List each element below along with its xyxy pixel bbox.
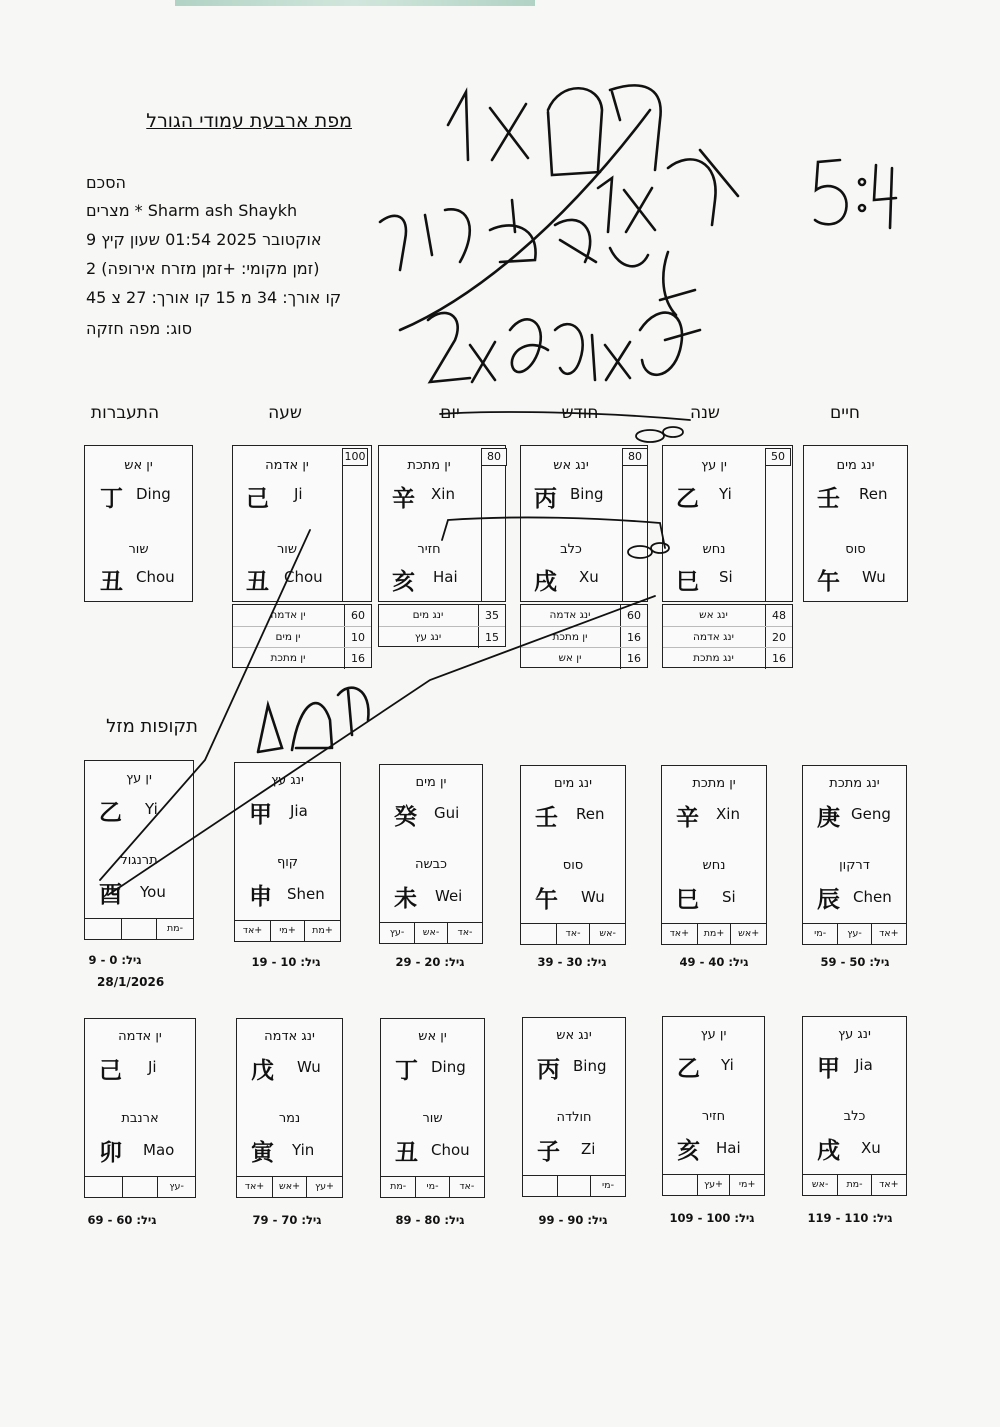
handwriting-stroke	[555, 220, 596, 262]
stem-pinyin: Bing	[573, 1057, 607, 1075]
stem-pinyin: Ji	[148, 1058, 157, 1076]
age-range: גיל: 0 - 9	[88, 953, 142, 967]
handwriting-stroke	[610, 248, 648, 266]
branch-pinyin: Si	[722, 888, 736, 906]
hidden-stem-row: ינג עץ 15	[379, 626, 505, 648]
col-header-year: שנה	[690, 403, 720, 423]
col-header-month: חודש	[561, 403, 599, 423]
branch-char: 亥	[392, 568, 415, 595]
age-range: גיל: 60 - 69	[87, 1213, 157, 1227]
handwriting-stroke	[874, 165, 896, 228]
stem-pinyin: Wu	[297, 1058, 321, 1076]
handwriting-stroke	[425, 209, 470, 262]
stem-label: ין מתכת	[407, 458, 451, 473]
branch-char: 巳	[676, 568, 699, 595]
branch-pinyin: Zi	[581, 1140, 596, 1158]
branch-label: שור	[422, 1111, 443, 1126]
handwriting-stroke	[624, 188, 655, 232]
handwriting-stroke	[610, 85, 661, 170]
branch-pinyin: Shen	[287, 885, 325, 903]
age-range: גיל: 100 - 109	[669, 1211, 755, 1225]
hidden-stems-month	[520, 604, 648, 668]
handwriting-stroke	[258, 705, 282, 752]
hidden-stem-row: ינג מים 35	[379, 605, 505, 626]
branch-pinyin: Hai	[716, 1139, 741, 1157]
stem-pinyin: Xin	[716, 805, 740, 823]
strength-score: 100	[342, 448, 368, 466]
stem-char: 己	[99, 1057, 122, 1084]
stem-label: ין אש	[124, 458, 153, 473]
branch-pinyin: Mao	[143, 1141, 175, 1159]
col-header-hour: שעה	[268, 403, 302, 423]
stem-char: 己	[246, 485, 269, 512]
stem-char: 癸	[394, 803, 417, 830]
handwriting-stroke	[428, 313, 470, 382]
strength-score: 50	[765, 448, 791, 466]
stem-char: 乙	[677, 1055, 700, 1082]
element-status-row: +מת +מי +אד	[235, 920, 340, 941]
handwriting-stroke	[510, 319, 548, 372]
handwriting-stroke	[470, 342, 495, 382]
col-header-day: יום	[440, 403, 460, 423]
age-range: גיל: 50 - 59	[820, 955, 890, 969]
pillar-day	[378, 445, 506, 602]
handwriting-stroke	[605, 342, 630, 380]
stem-char: 丙	[534, 485, 557, 512]
pillar-conception	[84, 445, 193, 602]
stem-label: ינג אדמה	[264, 1029, 315, 1044]
handwriting-stroke	[668, 150, 738, 225]
stem-label: ינג מים	[836, 458, 875, 473]
luck-period-card	[84, 1018, 196, 1198]
handwriting-stroke	[663, 252, 676, 315]
element-status-row: +אד -עץ -מי	[803, 923, 906, 944]
stem-label: ינג אש	[556, 1028, 592, 1043]
pillar-year	[662, 445, 793, 602]
chart-type-line: סוג: מפה חזקה	[86, 319, 193, 338]
stem-char: 庚	[817, 804, 840, 831]
element-status-row: +אד -מת -אש	[803, 1174, 906, 1195]
stem-char: 壬	[817, 485, 840, 512]
branch-char: 丑	[100, 568, 123, 595]
location-line: Sharm ash Shaykh * מצרים	[86, 201, 298, 220]
handwriting-stroke	[548, 88, 602, 175]
branch-char: 戌	[817, 1137, 840, 1164]
start-date: 28/1/2026	[97, 975, 165, 989]
stem-label: ינג אש	[553, 458, 589, 473]
handwriting-stroke	[598, 178, 612, 232]
age-range: גיל: 30 - 39	[537, 955, 607, 969]
stem-label: ין מים	[415, 775, 447, 790]
luck-period-card	[84, 760, 194, 940]
stem-char: 乙	[676, 485, 699, 512]
stem-label: ין אדמה	[118, 1029, 162, 1044]
stem-pinyin: Ren	[576, 805, 605, 823]
luck-period-card	[802, 1016, 907, 1196]
age-range: גיל: 40 - 49	[679, 955, 749, 969]
stem-char: 辛	[392, 485, 415, 512]
branch-pinyin: Chou	[431, 1141, 470, 1159]
stem-label: ינג מתכת	[829, 776, 880, 791]
stem-pinyin: Yi	[719, 485, 732, 503]
timezone-line: (זמן מקומי: +זמן מזרח אירופה) 2	[86, 259, 320, 278]
branch-char: 丑	[395, 1139, 418, 1166]
handwriting-stroke	[555, 324, 595, 380]
branch-label: קוף	[276, 855, 299, 870]
column-divider	[622, 466, 623, 601]
branch-label: חזיר	[417, 542, 441, 557]
branch-char: 寅	[251, 1139, 274, 1166]
hidden-stem-row: ינג אדמה 60	[521, 605, 647, 626]
age-range: גיל: 20 - 29	[395, 955, 465, 969]
stem-pinyin: Yi	[145, 800, 158, 818]
stem-pinyin: Ding	[136, 485, 171, 503]
age-range: גיל: 70 - 79	[252, 1213, 322, 1227]
age-range: גיל: 10 - 19	[251, 955, 321, 969]
handwriting-stroke	[380, 216, 406, 270]
handwriting-stroke	[448, 92, 468, 160]
branch-pinyin: Xu	[861, 1139, 881, 1157]
summary-label: הסכם	[86, 173, 126, 192]
stem-pinyin: Yi	[721, 1056, 734, 1074]
stem-char: 戊	[251, 1057, 274, 1084]
column-divider	[481, 466, 482, 601]
datetime-line: אוקטובר 2025 01:54 שעון קיץ 9	[86, 230, 322, 249]
element-status-row: -אש -אד	[521, 923, 625, 944]
branch-pinyin: Wu	[581, 888, 605, 906]
element-status-row: +עץ +אש +אד	[237, 1176, 342, 1197]
stem-pinyin: Ding	[431, 1058, 466, 1076]
element-status-row: -מי	[523, 1175, 625, 1196]
stem-pinyin: Bing	[570, 485, 604, 503]
age-range: גיל: 90 - 99	[538, 1213, 608, 1227]
luck-period-card	[234, 762, 341, 942]
stem-pinyin: Jia	[290, 802, 308, 820]
branch-char: 亥	[677, 1137, 700, 1164]
stem-label: ינג עץ	[838, 1027, 871, 1042]
stem-pinyin: Gui	[434, 804, 460, 822]
stem-pinyin: Xin	[431, 485, 455, 503]
stem-char: 甲	[249, 801, 272, 828]
branch-pinyin: Yin	[292, 1141, 315, 1159]
branch-label: שור	[128, 542, 149, 557]
stem-label: ין אש	[418, 1029, 447, 1044]
branch-char: 戌	[534, 568, 557, 595]
hidden-stem-row: ינג אש 48	[663, 605, 792, 626]
branch-pinyin: Wei	[435, 887, 463, 905]
handwriting-stroke	[640, 290, 700, 375]
stem-label: ין עץ	[701, 458, 727, 473]
age-range: גיל: 110 - 119	[807, 1211, 893, 1225]
handwriting-stroke	[490, 200, 536, 262]
branch-pinyin: Xu	[579, 568, 599, 586]
branch-label: כלב	[560, 542, 582, 557]
stem-label: ין עץ	[126, 771, 152, 786]
branch-char: 午	[535, 886, 558, 913]
branch-char: 辰	[817, 886, 840, 913]
col-header-conception: התעברות	[90, 403, 160, 423]
age-range: גיל: 80 - 89	[395, 1213, 465, 1227]
element-status-row: +מי +עץ	[663, 1174, 764, 1195]
element-status-row: -מת	[85, 918, 193, 939]
element-status-row: -אד -מי -מת	[381, 1176, 484, 1197]
pillar-hour	[232, 445, 372, 602]
branch-pinyin: Si	[719, 568, 733, 586]
stem-label: ין עץ	[700, 1027, 727, 1042]
handwriting-stroke	[815, 160, 847, 224]
stem-label: ין מתכת	[692, 776, 736, 791]
stem-char: 丁	[100, 485, 123, 512]
handwriting-stroke	[400, 110, 650, 330]
hidden-stem-row: ין מים 10	[233, 626, 371, 648]
branch-label: נחש	[702, 542, 726, 557]
stem-label: ינג עץ	[271, 773, 304, 788]
handwriting-stroke	[338, 688, 368, 735]
handwriting-stroke	[292, 703, 332, 750]
page-title: מפת ארבעת עמודי הגורל	[146, 110, 352, 132]
branch-label: נחש	[702, 858, 726, 873]
branch-label: ארנבת	[121, 1111, 159, 1126]
hidden-stems-hour	[232, 604, 372, 668]
branch-char: 未	[394, 885, 417, 912]
branch-pinyin: Chou	[284, 568, 323, 586]
pillar-life	[803, 445, 908, 602]
branch-pinyin: Hai	[433, 568, 458, 586]
branch-label: כלב	[843, 1109, 866, 1124]
strength-score: 80	[481, 448, 507, 466]
strength-score: 80	[622, 448, 648, 466]
luck-period-card	[236, 1018, 343, 1198]
luck-periods-title: תקופות מזל	[106, 716, 198, 737]
element-status-row: -עץ	[85, 1176, 195, 1197]
luck-period-card	[522, 1017, 626, 1197]
luck-period-card	[380, 1018, 485, 1198]
branch-pinyin: Chen	[853, 888, 892, 906]
stem-char: 甲	[817, 1055, 840, 1082]
branch-char: 巳	[676, 886, 699, 913]
column-divider	[342, 466, 343, 601]
branch-label: שור	[276, 542, 298, 557]
hidden-stem-row: ין אדמה 60	[233, 605, 371, 626]
stem-pinyin: Geng	[851, 805, 891, 823]
hidden-stem-row: ין מתכת 16	[521, 626, 647, 648]
col-header-life: חיים	[830, 403, 860, 423]
element-status-row: -אד -אש -עץ	[380, 922, 482, 943]
branch-label: דרקון	[839, 858, 870, 873]
stem-char: 乙	[99, 799, 122, 826]
hidden-stems-day	[378, 604, 506, 647]
branch-pinyin: You	[140, 883, 166, 901]
stem-pinyin: Jia	[855, 1056, 873, 1074]
hidden-stem-row: ינג אדמה 20	[663, 626, 792, 648]
branch-char: 酉	[99, 881, 122, 908]
handwriting-stroke	[490, 104, 528, 160]
hidden-stem-row: ין אש 16	[521, 647, 647, 669]
branch-label: חולדה	[556, 1110, 592, 1125]
hidden-stem-row: ינג מתכת 16	[663, 647, 792, 669]
luck-period-card	[662, 1016, 765, 1196]
hidden-stems-year	[662, 604, 793, 668]
branch-char: 申	[249, 883, 272, 910]
branch-char: 卯	[99, 1139, 122, 1166]
stem-label: ין אדמה	[265, 458, 309, 473]
luck-period-card	[802, 765, 907, 945]
branch-label: תרנגול	[120, 853, 158, 868]
branch-label: כבשה	[414, 857, 448, 872]
luck-period-card	[661, 765, 767, 945]
branch-label: חזיר	[701, 1109, 726, 1124]
stem-char: 辛	[676, 804, 699, 831]
top-edge-strip	[175, 0, 535, 6]
coords-line: קו אורך: 34 מ 15 קו אורך: 27 צ 45	[86, 288, 342, 307]
pillar-month	[520, 445, 648, 602]
branch-label: סוס	[562, 858, 584, 873]
branch-label: סוס	[845, 542, 866, 557]
stem-label: ינג מים	[554, 776, 592, 791]
stem-char: 丁	[395, 1057, 418, 1084]
column-divider	[765, 466, 766, 601]
branch-pinyin: Wu	[862, 568, 886, 586]
luck-period-card	[379, 764, 483, 944]
branch-char: 丑	[246, 568, 269, 595]
branch-char: 午	[817, 568, 840, 595]
stem-char: 丙	[537, 1056, 560, 1083]
element-status-row: +אש +מת +אד	[662, 923, 766, 944]
branch-pinyin: Chou	[136, 568, 175, 586]
branch-label: נמר	[278, 1111, 301, 1126]
stem-pinyin: Ji	[294, 485, 303, 503]
branch-char: 子	[537, 1138, 560, 1165]
stem-char: 壬	[535, 804, 558, 831]
luck-period-card	[520, 765, 626, 945]
stem-pinyin: Ren	[859, 485, 888, 503]
hidden-stem-row: ין מתכת 16	[233, 647, 371, 669]
